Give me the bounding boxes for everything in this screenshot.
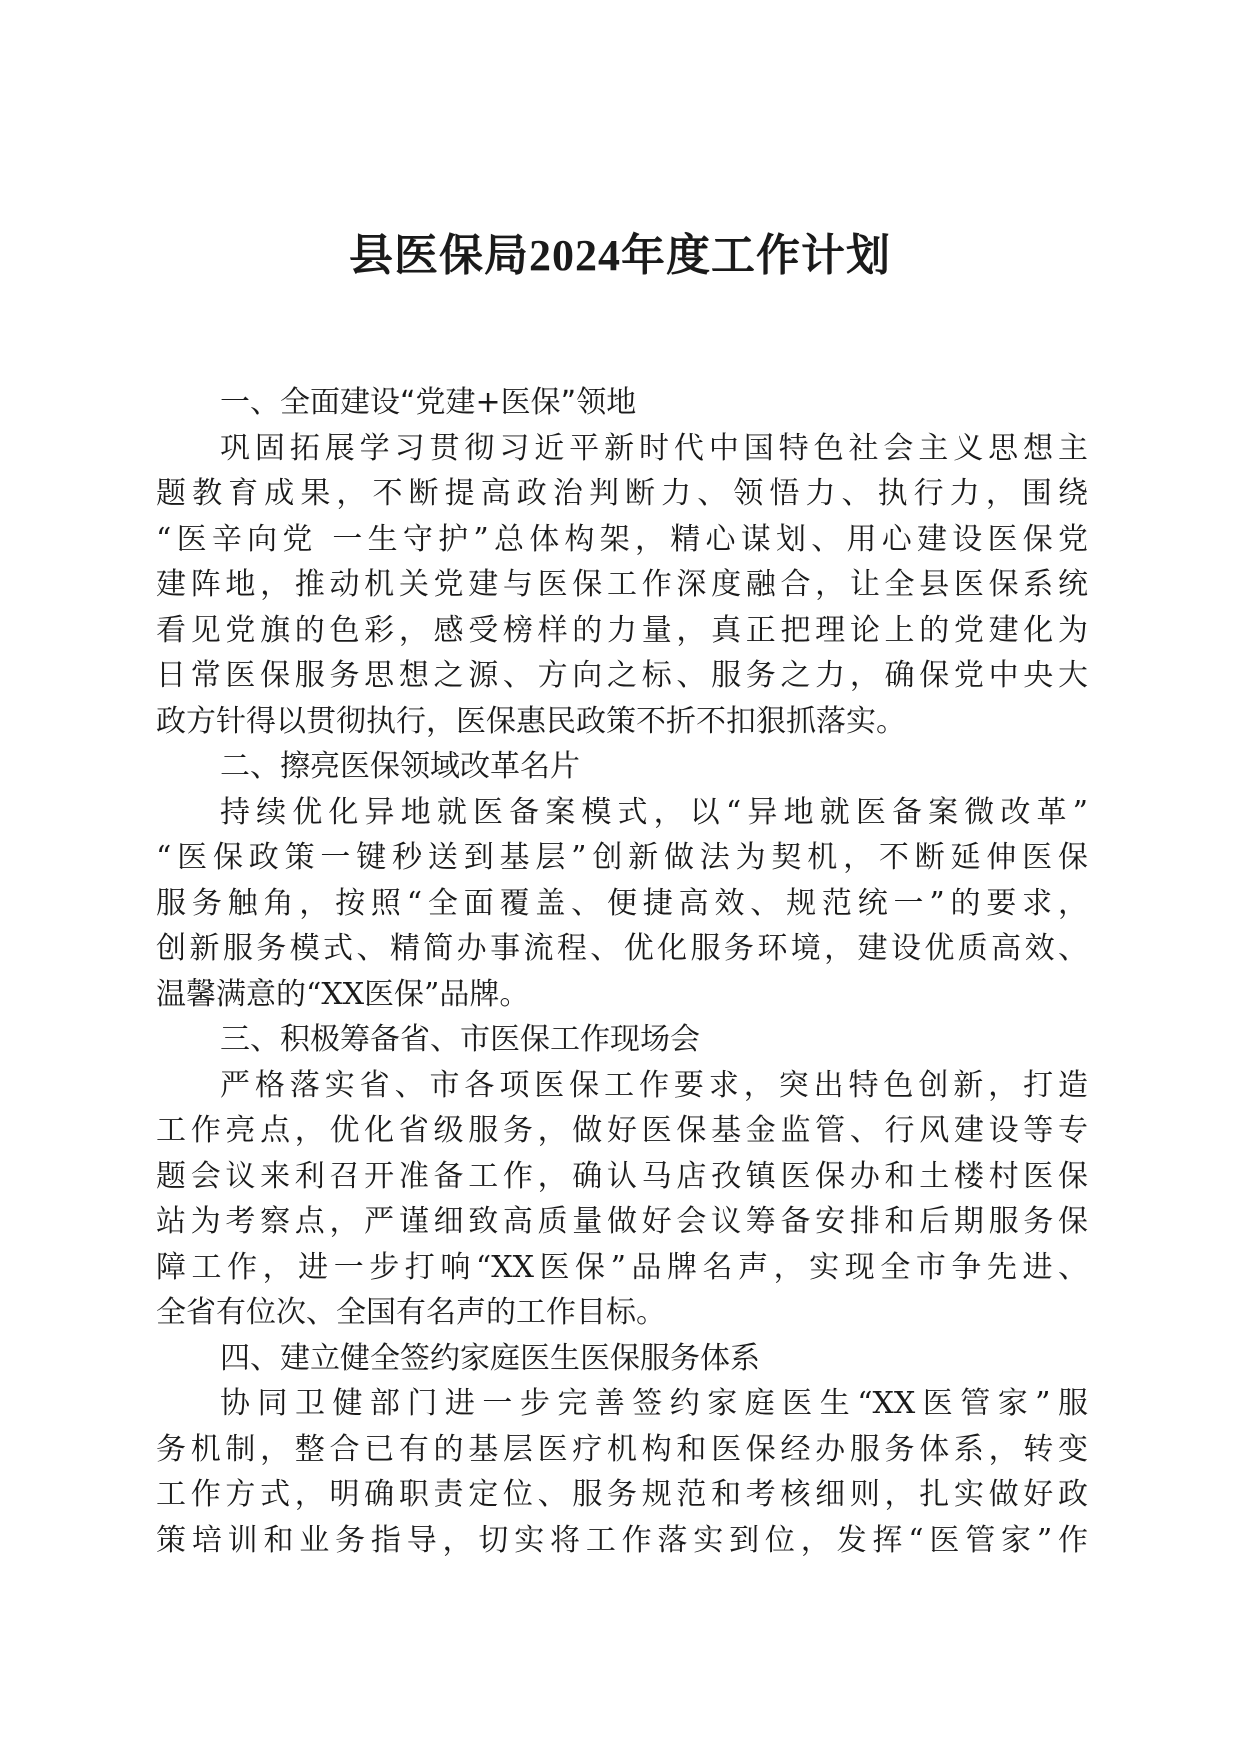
paragraph-line: 障工作，进一步打响“XX医保”品牌名声，实现全市争先进、 (156, 1249, 1088, 1285)
paragraph-line: 协同卫健部门进一步完善签约家庭医生“XX医管家”服 (220, 1386, 1088, 1421)
paragraph-line: 创新服务模式、精简办事流程、优化服务环境，建设优质高效、 (156, 931, 1088, 966)
paragraph-line: 巩固拓展学习贯彻习近平新时代中国特色社会主义思想主 (220, 430, 1088, 466)
paragraph-line: 建阵地，推动机关党建与医保工作深度融合，让全县医保系统 (156, 567, 1088, 602)
paragraph-line: 服务触角，按照“全面覆盖、便捷高效、规范统一”的要求， (156, 885, 1088, 921)
paragraph-line: “医辛向党 一生守护”总体构架，精心谋划、用心建设医保党 (156, 521, 1088, 557)
paragraph-line: 温馨满意的“XX医保”品牌。 (156, 976, 530, 1012)
section-heading: 一、全面建设“党建+医保”领地 (220, 385, 637, 420)
section-3 (156, 1017, 1088, 1336)
document-title: 县医保局2024年度工作计划 (349, 231, 891, 280)
paragraph-line: 务机制，整合已有的基层医疗机构和医保经办服务体系，转变 (156, 1431, 1088, 1467)
section-heading: 四、建立健全签约家庭医生医保服务体系 (220, 1340, 760, 1376)
paragraph-line: “医保政策一键秒送到基层”创新做法为契机，不断延伸医保 (156, 840, 1088, 875)
paragraph-line: 看见党旗的色彩，感受榜样的力量，真正把理论上的党建化为 (156, 612, 1088, 648)
section-1 (156, 380, 1088, 744)
section-4 (156, 1336, 1088, 1564)
paragraph-line: 政方针得以贯彻执行，医保惠民政策不折不扣狠抓落实。 (156, 703, 906, 739)
paragraph-line: 全省有位次、全国有名声的工作目标。 (156, 1295, 666, 1330)
paragraph-line: 工作方式，明确职责定位、服务规范和考核细则，扎实做好政 (156, 1477, 1088, 1512)
paragraph-line: 严格落实省、市各项医保工作要求，突出特色创新，打造 (220, 1067, 1088, 1103)
paragraph-line: 站为考察点，严谨细致高质量做好会议筹备安排和后期服务保 (156, 1204, 1088, 1239)
paragraph-line: 策培训和业务指导，切实将工作落实到位，发挥“医管家”作 (156, 1522, 1088, 1558)
document-body (156, 380, 1088, 1563)
paragraph-line: 工作亮点，优化省级服务，做好医保基金监管、行风建设等专 (156, 1113, 1088, 1148)
paragraph-line: 题会议来利召开准备工作，确认马店孜镇医保办和土楼村医保 (156, 1158, 1088, 1194)
paragraph-line: 题教育成果，不断提高政治判断力、领悟力、执行力，围绕 (156, 476, 1088, 511)
section-2 (156, 744, 1088, 1017)
paragraph-line: 持续优化异地就医备案模式，以“异地就医备案微改革” (220, 794, 1088, 830)
paragraph-line: 日常医保服务思想之源、方向之标、服务之力，确保党中央大 (156, 658, 1088, 693)
section-heading: 三、积极筹备省、市医保工作现场会 (220, 1022, 700, 1057)
section-heading: 二、擦亮医保领域改革名片 (220, 749, 580, 784)
